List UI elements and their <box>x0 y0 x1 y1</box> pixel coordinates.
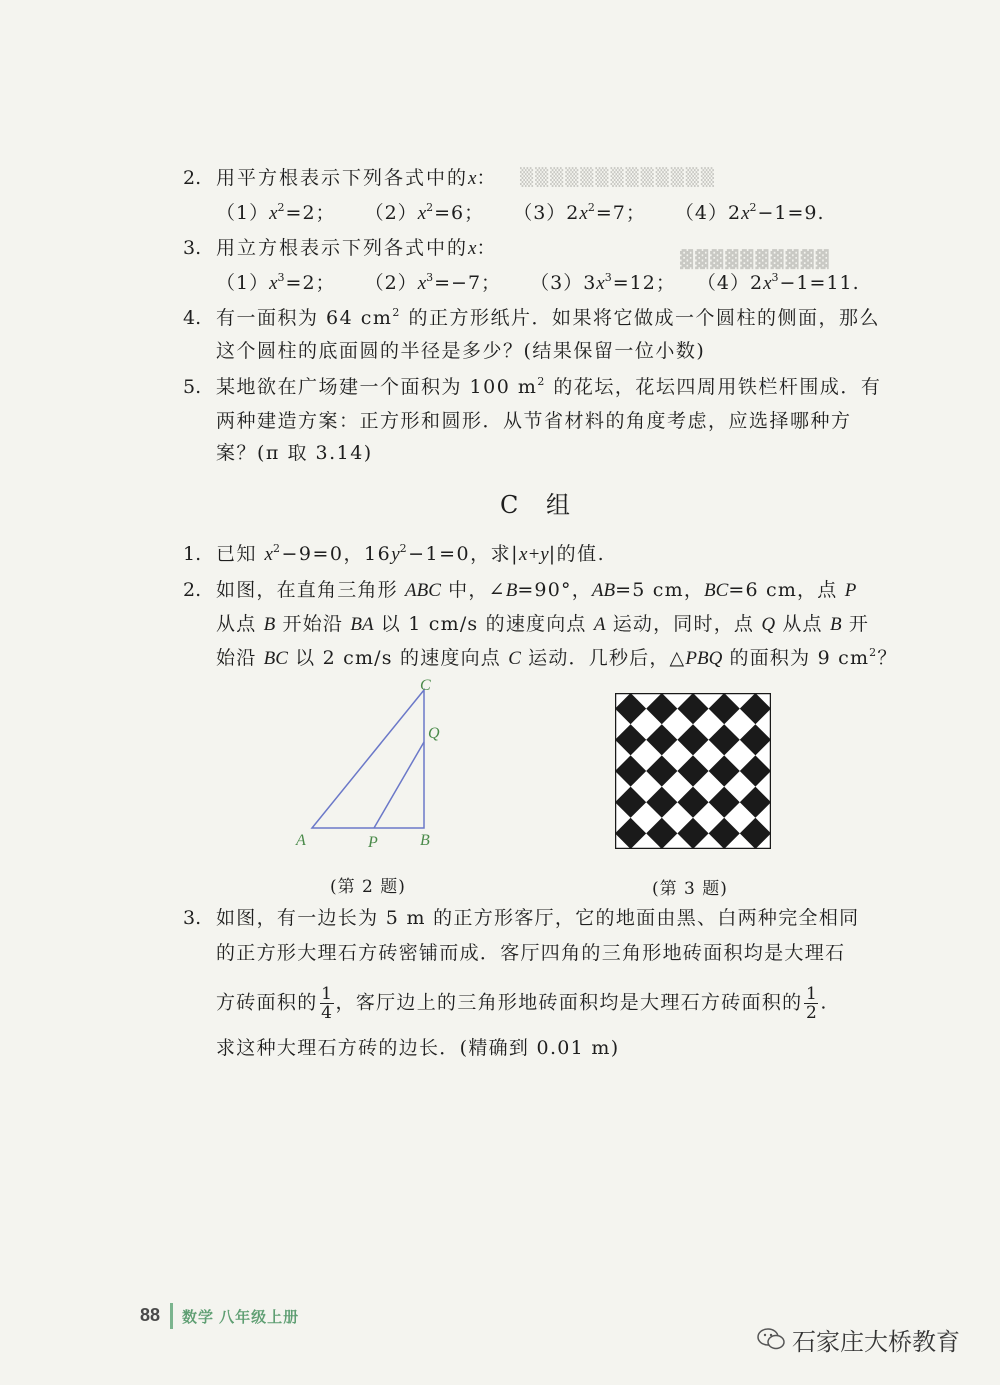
footer-divider <box>170 1303 173 1329</box>
question-text: 如图，在直角三角形 ABC 中，∠B=90°，AB=5 cm，BC=6 cm，点 P <box>216 579 857 601</box>
section-heading: C 组 <box>500 491 580 519</box>
wechat-icon <box>756 1326 786 1352</box>
triangle-abc <box>312 690 424 828</box>
question-number: 3. <box>183 907 202 929</box>
figure-caption: (第 2 题) <box>330 877 406 897</box>
question-text: 两种建造方案：正方形和圆形．从节省材料的角度考虑，应选择哪种方 <box>216 410 852 432</box>
question-text: 如图，有一边长为 5 m 的正方形客厅，它的地面由黑、白两种完全相同 <box>216 907 860 929</box>
question-text: 的正方形大理石方砖密铺而成．客厅四角的三角形地砖面积均是大理石 <box>216 942 846 964</box>
triangle-figure <box>290 670 460 855</box>
page-number: 88 <box>140 1305 161 1325</box>
question-parts: $(1)x^3=2$； $(2)x^3=-7$； $(3)3x^3=12$； $(4)2x^3-1=11$. <box>216 271 860 294</box>
question-text: 已知 $x^2-9=0$，$16y^2-1=0$，求|x+y|的值. <box>216 542 606 565</box>
question-number: 2. <box>183 579 202 601</box>
question-text: 始沿 BC 以 2 cm/s 的速度向点 C 运动．几秒后，△PBQ 的面积为 9 $cm^2$？ <box>216 646 898 669</box>
label-b: B <box>420 832 430 849</box>
question-text: 某地欲在广场建一个面积为 100 $m^2$ 的花坛，花坛四周用铁栏杆围成．有 <box>216 375 882 398</box>
question-number: 5. <box>183 376 202 398</box>
question-text: 从点 B 开始沿 BA 以 1 cm/s 的速度向点 A 运动，同时，点 Q 从点 B 开 <box>216 613 870 635</box>
question-text: 这个圆柱的底面圆的半径是多少？(结果保留一位小数) <box>216 340 706 362</box>
figure-caption: (第 3 题) <box>652 879 728 899</box>
question-text: 方砖面积的 $\frac{1}{4}$ ，客厅边上的三角形地砖面积均是大理石方砖面积的 $\frac{1}{2}$ . <box>216 984 828 1023</box>
bleed-through-block: ▓▓▓▓▓▓▓▓▓▓ <box>680 250 831 270</box>
question-text: 求这种大理石方砖的边长．(精确到 0.01 m) <box>216 1037 620 1059</box>
question-number: 2. <box>183 167 202 189</box>
label-c: C <box>420 677 431 694</box>
tile-floor-figure <box>615 693 771 849</box>
question-text: 案？(π 取 3.14) <box>216 442 373 464</box>
segment-pq <box>374 742 424 828</box>
question-parts: $(1)x^2=2$； $(2)x^2=6$； $(3)2x^2=7$； $(4)2x^2-1=9$. <box>216 201 825 224</box>
question-stem: 用立方根表示下列各式中的x： <box>216 237 498 259</box>
label-p: P <box>368 834 378 851</box>
question-number: 4. <box>183 307 202 329</box>
watermark-text: 石家庄大桥教育 <box>792 1329 960 1356</box>
question-number: 3. <box>183 237 202 259</box>
label-a: A <box>296 832 306 849</box>
question-stem: 用平方根表示下列各式中的x： <box>216 167 498 189</box>
fraction-one-half: $\frac{1}{2}$ <box>806 984 817 1023</box>
book-title: 数学 八年级上册 <box>182 1309 300 1326</box>
question-text: 有一面积为 64 $cm^2$ 的正方形纸片．如果将它做成一个圆柱的侧面，那么 <box>216 306 880 329</box>
label-q: Q <box>428 725 440 742</box>
fraction-one-quarter: $\frac{1}{4}$ <box>321 984 332 1023</box>
bleed-through-text: ▒▒▒▒▒▒▒▒▒▒▒▒▒ <box>520 168 716 188</box>
question-number: 1. <box>183 543 202 565</box>
